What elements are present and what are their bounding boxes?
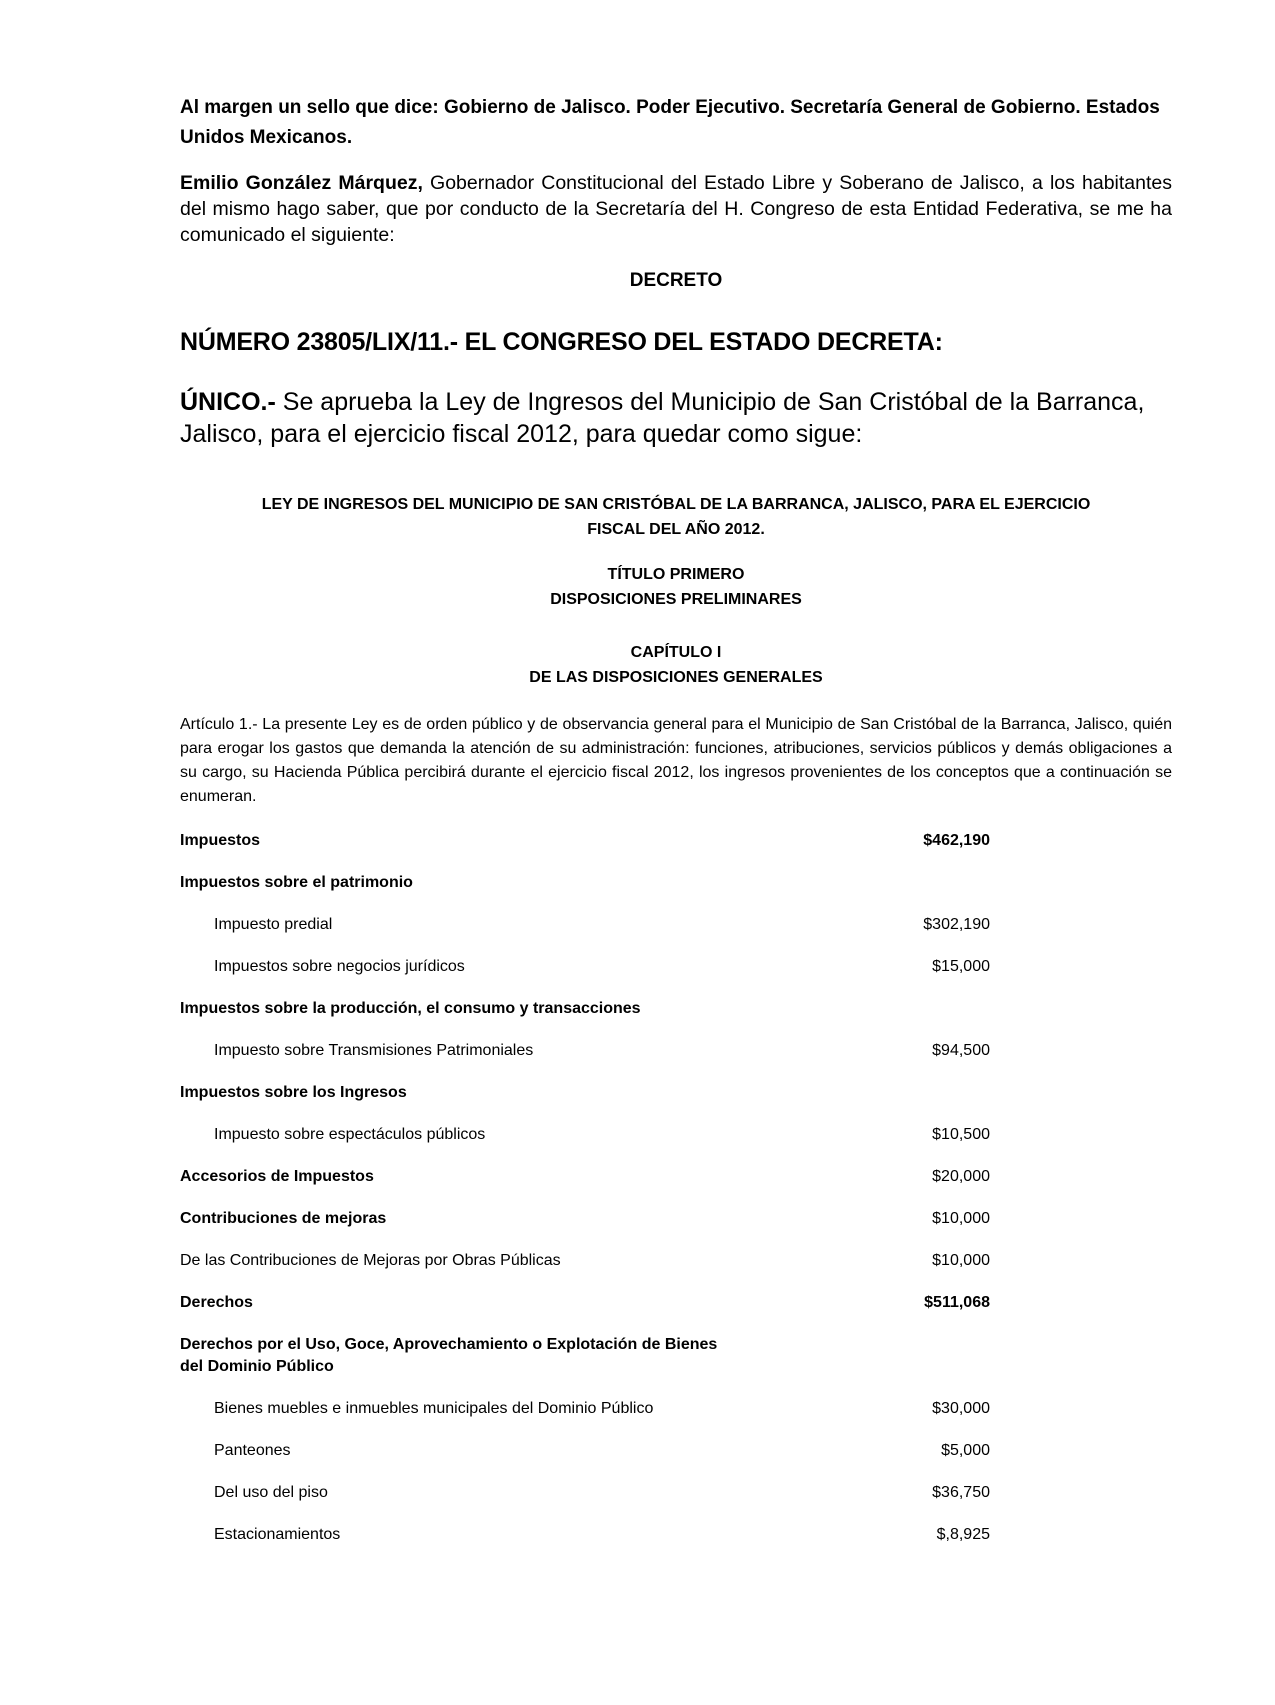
- income-amount: $511,068: [924, 1294, 990, 1311]
- unico-paragraph: [180, 386, 1172, 450]
- decreto-heading: DECRETO: [629, 270, 723, 291]
- intro-paragraph: [180, 170, 1172, 248]
- income-label: Impuestos sobre negocios jurídicos: [214, 958, 465, 975]
- income-label: Impuestos sobre el patrimonio: [180, 874, 413, 891]
- titulo-line-2: DISPOSICIONES PRELIMINARES: [550, 591, 802, 608]
- income-amount: $15,000: [932, 958, 990, 975]
- capitulo-line-1: CAPÍTULO I: [630, 644, 722, 661]
- capitulo-line-2: DE LAS DISPOSICIONES GENERALES: [529, 669, 823, 686]
- income-amount: $94,500: [932, 1042, 990, 1059]
- income-amount: $302,190: [923, 916, 990, 933]
- income-amount: $30,000: [932, 1400, 990, 1417]
- income-row: [180, 1440, 990, 1462]
- income-amount: $,8,925: [936, 1526, 990, 1543]
- decree-number-heading: NÚMERO 23805/LIX/11.- EL CONGRESO DEL ESTADO DECRETA:: [180, 328, 943, 356]
- income-label: Derechos por el Uso, Goce, Aprovechamiento o Explotación de Bienes del Dominio Público: [180, 1336, 718, 1375]
- law-title-line-1: LEY DE INGRESOS DEL MUNICIPIO DE SAN CRISTÓBAL DE LA BARRANCA, JALISCO, PARA EL EJERCICIO: [261, 496, 1091, 513]
- law-title-line-2: FISCAL DEL AÑO 2012.: [587, 521, 765, 538]
- income-label: Contribuciones de mejoras: [180, 1210, 387, 1227]
- income-row: [180, 1040, 990, 1062]
- income-row: [180, 1334, 990, 1378]
- income-row: [180, 1250, 990, 1272]
- income-row: [180, 998, 990, 1020]
- governor-name: Emilio González Márquez,: [180, 172, 423, 194]
- income-label: Accesorios de Impuestos: [180, 1168, 374, 1185]
- income-row: [180, 1166, 990, 1188]
- income-row: [180, 1292, 990, 1314]
- income-amount: $5,000: [941, 1442, 990, 1459]
- income-label: Derechos: [180, 1294, 253, 1311]
- income-row: [180, 1482, 990, 1504]
- income-amount: $10,000: [932, 1210, 990, 1227]
- articulo-1: Artículo 1.- La presente Ley es de orden público y de observancia general para el Municipio de San Cristóbal de la Barranca, Jalisco, quién para erogar los gastos que demanda la atención de su administración: funciones, atribuciones, servicios públicos y demás obligaciones a su cargo, su Hacienda Pública percibirá durante el ejercicio fiscal 2012, los ingresos provenientes de los conceptos que a continuación se enumeran.: [180, 716, 1172, 805]
- income-row: [180, 914, 990, 936]
- income-label: Bienes muebles e inmuebles municipales del Dominio Público: [214, 1400, 654, 1417]
- unico-label: ÚNICO.-: [180, 388, 276, 416]
- intro-text: Gobernador Constitucional del Estado Libre y Soberano de Jalisco, a los habitantes del mismo hago saber, que por conducto de la Secretaría del H. Congreso de esta Entidad Federativa, se me ha comunicado el siguiente:: [180, 172, 1172, 246]
- income-amount: $10,000: [932, 1252, 990, 1269]
- income-label: Impuestos sobre la producción, el consumo y transacciones: [180, 1000, 641, 1017]
- income-row: [180, 1398, 990, 1420]
- income-row: [180, 1124, 990, 1146]
- income-row: [180, 1208, 990, 1230]
- income-label: De las Contribuciones de Mejoras por Obras Públicas: [180, 1252, 561, 1269]
- titulo-heading: [180, 562, 1172, 612]
- capitulo-heading: [180, 640, 1172, 690]
- income-label: Panteones: [214, 1442, 291, 1459]
- income-label: Impuesto sobre Transmisiones Patrimoniales: [214, 1042, 534, 1059]
- income-label: Del uso del piso: [214, 1484, 328, 1501]
- law-title: [180, 492, 1172, 542]
- income-label: Impuestos sobre los Ingresos: [180, 1084, 407, 1101]
- income-row: [180, 1082, 990, 1104]
- seal-note: Al margen un sello que dice: Gobierno de Jalisco. Poder Ejecutivo. Secretaría General de Gobierno. Estados Unidos Mexicanos.: [180, 97, 1160, 148]
- income-row: [180, 872, 990, 894]
- income-label: Estacionamientos: [214, 1526, 341, 1543]
- unico-text: Se aprueba la Ley de Ingresos del Municipio de San Cristóbal de la Barranca, Jalisco, para el ejercicio fiscal 2012, para quedar como sigue:: [180, 388, 1145, 448]
- income-label: Impuesto predial: [214, 916, 333, 933]
- titulo-line-1: TÍTULO PRIMERO: [607, 566, 745, 583]
- income-label: Impuestos: [180, 832, 261, 849]
- income-amount: $10,500: [932, 1126, 990, 1143]
- income-row: [180, 956, 990, 978]
- income-amount: $462,190: [923, 832, 990, 849]
- income-amount: $36,750: [932, 1484, 990, 1501]
- income-row: [180, 1524, 990, 1546]
- income-label: Impuesto sobre espectáculos públicos: [214, 1126, 486, 1143]
- income-amount: $20,000: [932, 1168, 990, 1185]
- income-row: [180, 830, 990, 852]
